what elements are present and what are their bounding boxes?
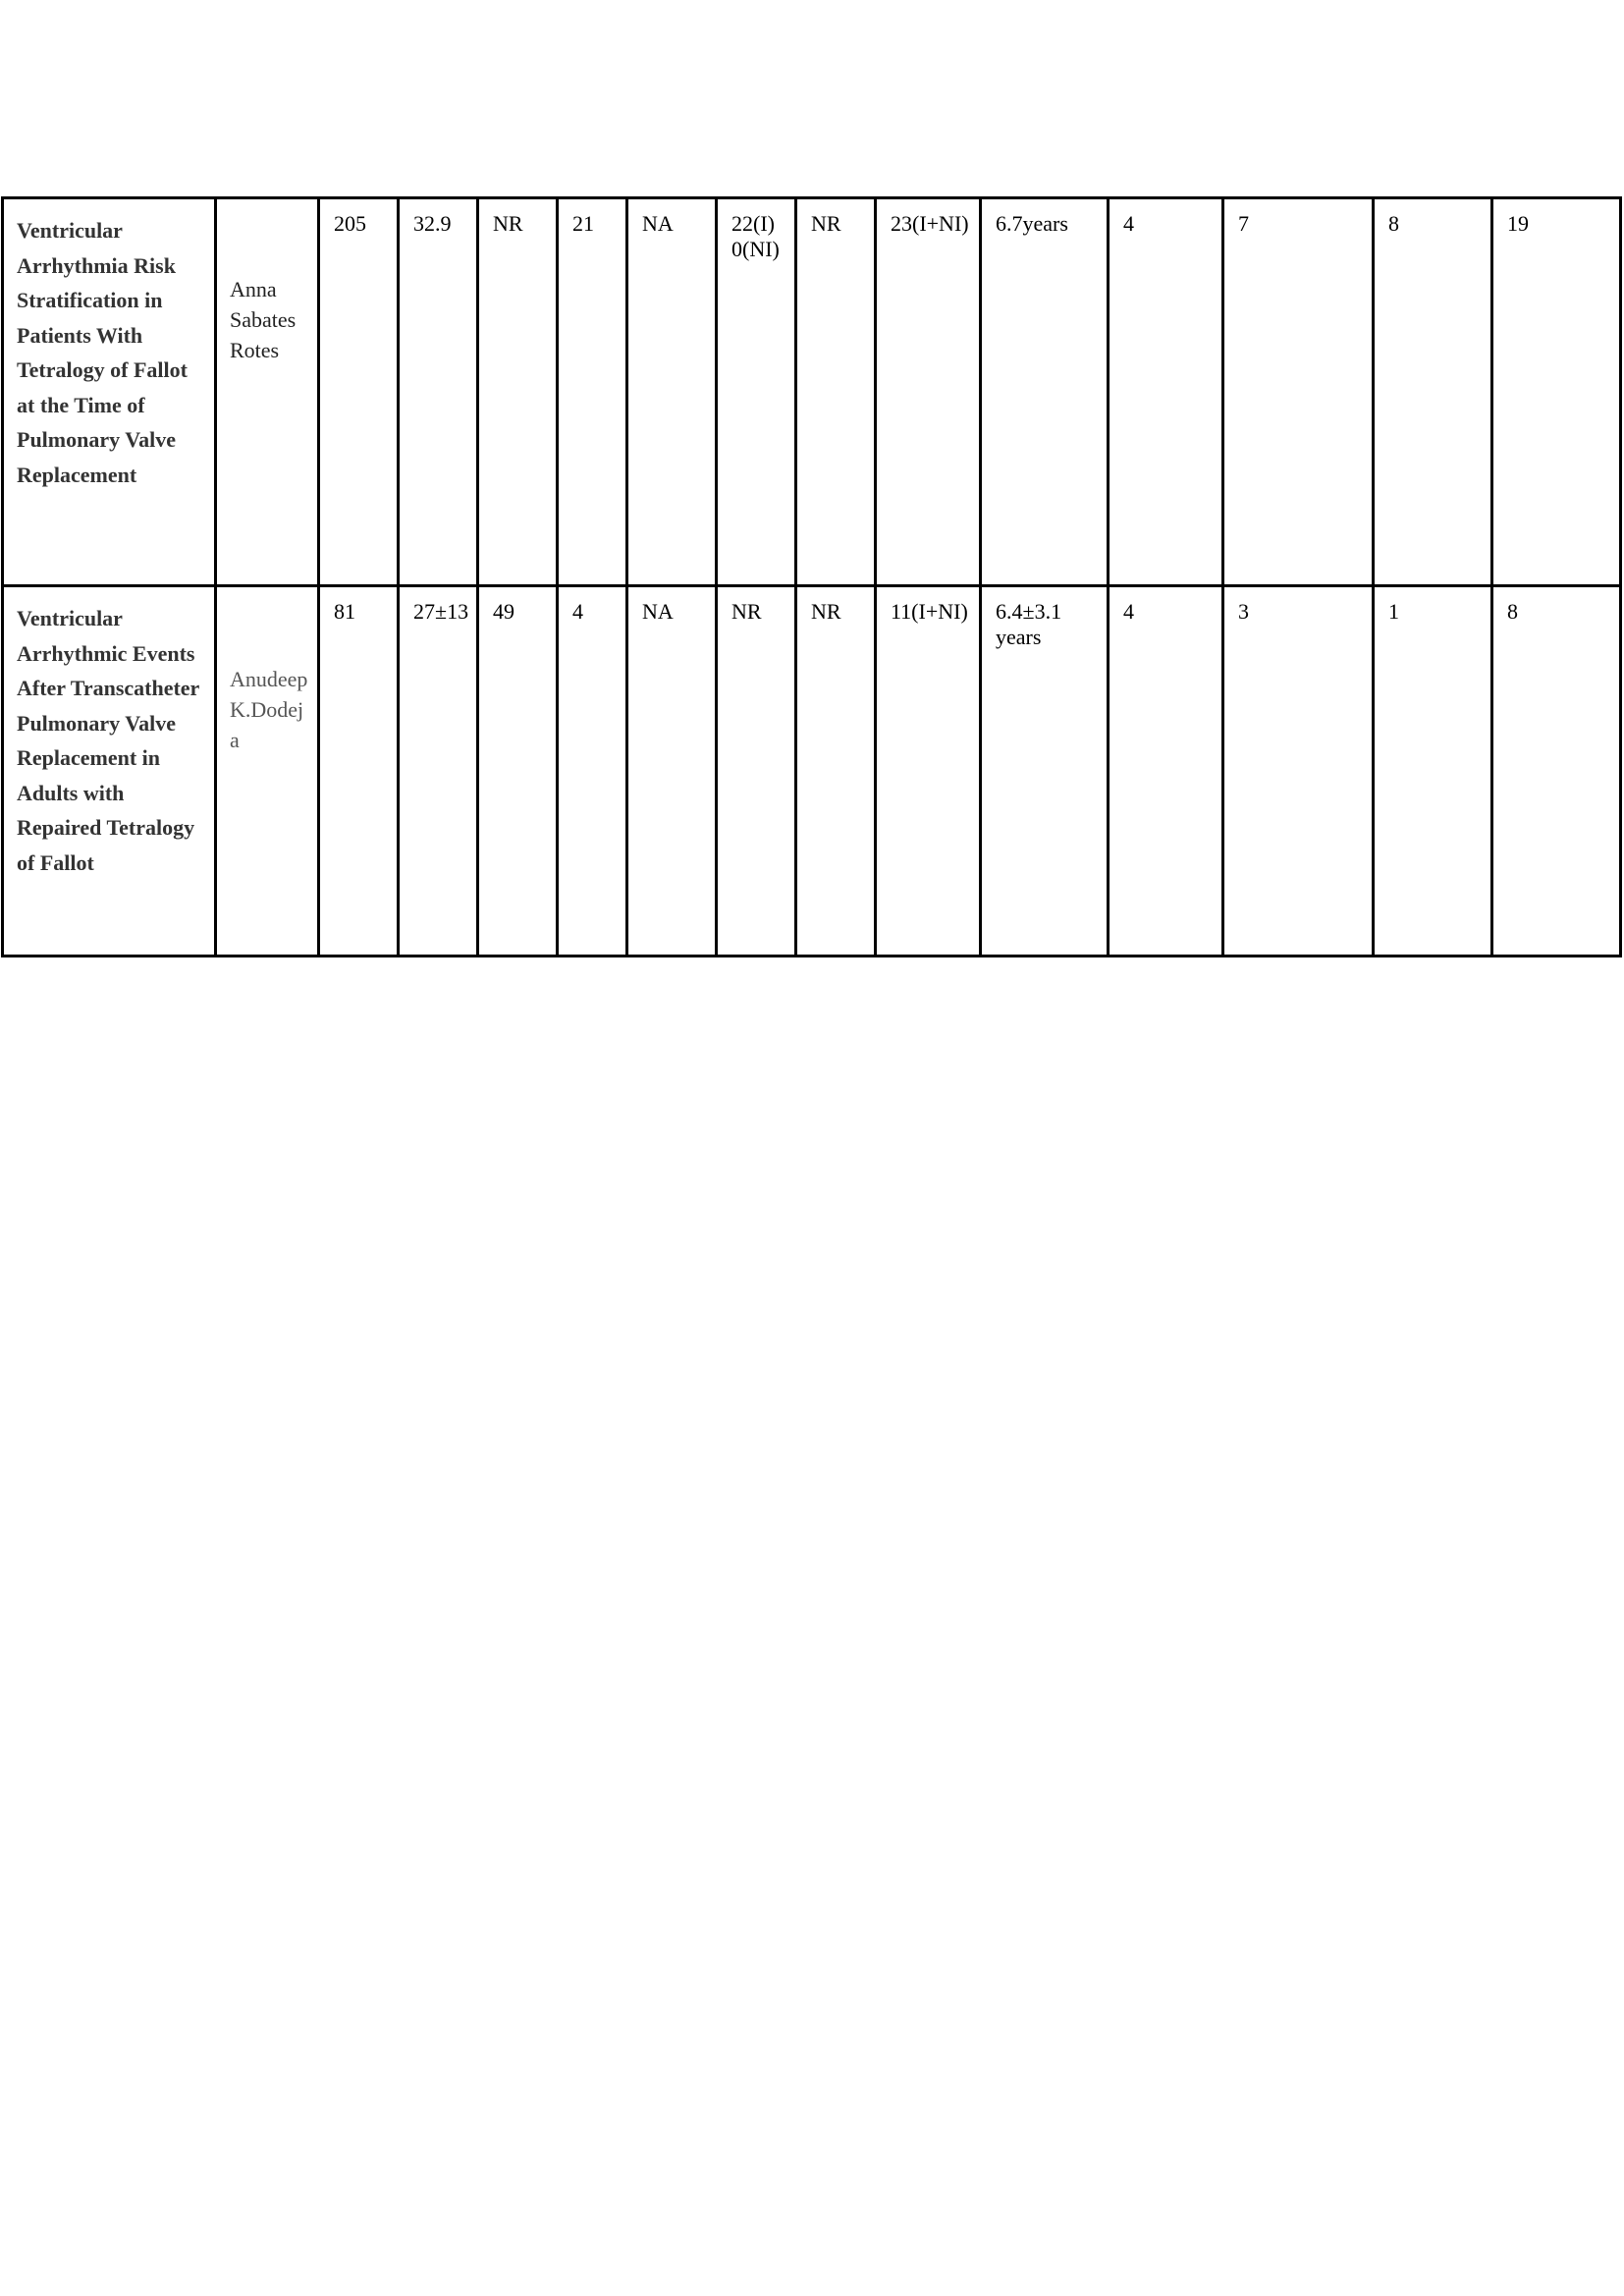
study-table [1,196,1622,957]
table-cell: NR [478,198,558,586]
table-cell: 22(I) 0(NI) [717,198,796,586]
table-row [3,586,1621,957]
author-name: Anudeep K.Dodeja [230,667,308,752]
table-cell: NA [627,586,717,957]
table-cell: NR [717,586,796,957]
table-cell: 4 [1109,198,1223,586]
table-cell: 8 [1374,198,1492,586]
table-cell: 6.7years [981,198,1109,586]
table-row [3,198,1621,586]
study-title-cell: Ventricular Arrhythmia Risk Stratification in Patients With Tetralogy of Fallot at the Time of Pulmonary Valve Replacement [3,198,216,586]
table-cell: 4 [1109,586,1223,957]
study-title-cell: Ventricular Arrhythmic Events After Transcatheter Pulmonary Valve Replacement in Adults with Repaired Tetralogy of Fallot [3,586,216,957]
table-cell: 1 [1374,586,1492,957]
table-cell: 3 [1223,586,1374,957]
table-cell: 32.9 [399,198,478,586]
table-cell: 11(I+NI) [876,586,981,957]
table-cell: 7 [1223,198,1374,586]
table-cell: 4 [558,586,627,957]
table-cell: 8 [1492,586,1621,957]
author-name: Anna Sabates Rotes [230,277,297,362]
table-cell: 6.4±3.1 years [981,586,1109,957]
table-cell: NR [796,198,876,586]
table-cell: 81 [319,586,399,957]
author-cell [216,198,319,586]
table-cell: 19 [1492,198,1621,586]
table-cell: NR [796,586,876,957]
table-cell: NA [627,198,717,586]
table-cell: 205 [319,198,399,586]
table-cell: 27±13 [399,586,478,957]
table-cell: 23(I+NI) [876,198,981,586]
table-cell: 49 [478,586,558,957]
author-cell [216,586,319,957]
table-cell: 21 [558,198,627,586]
